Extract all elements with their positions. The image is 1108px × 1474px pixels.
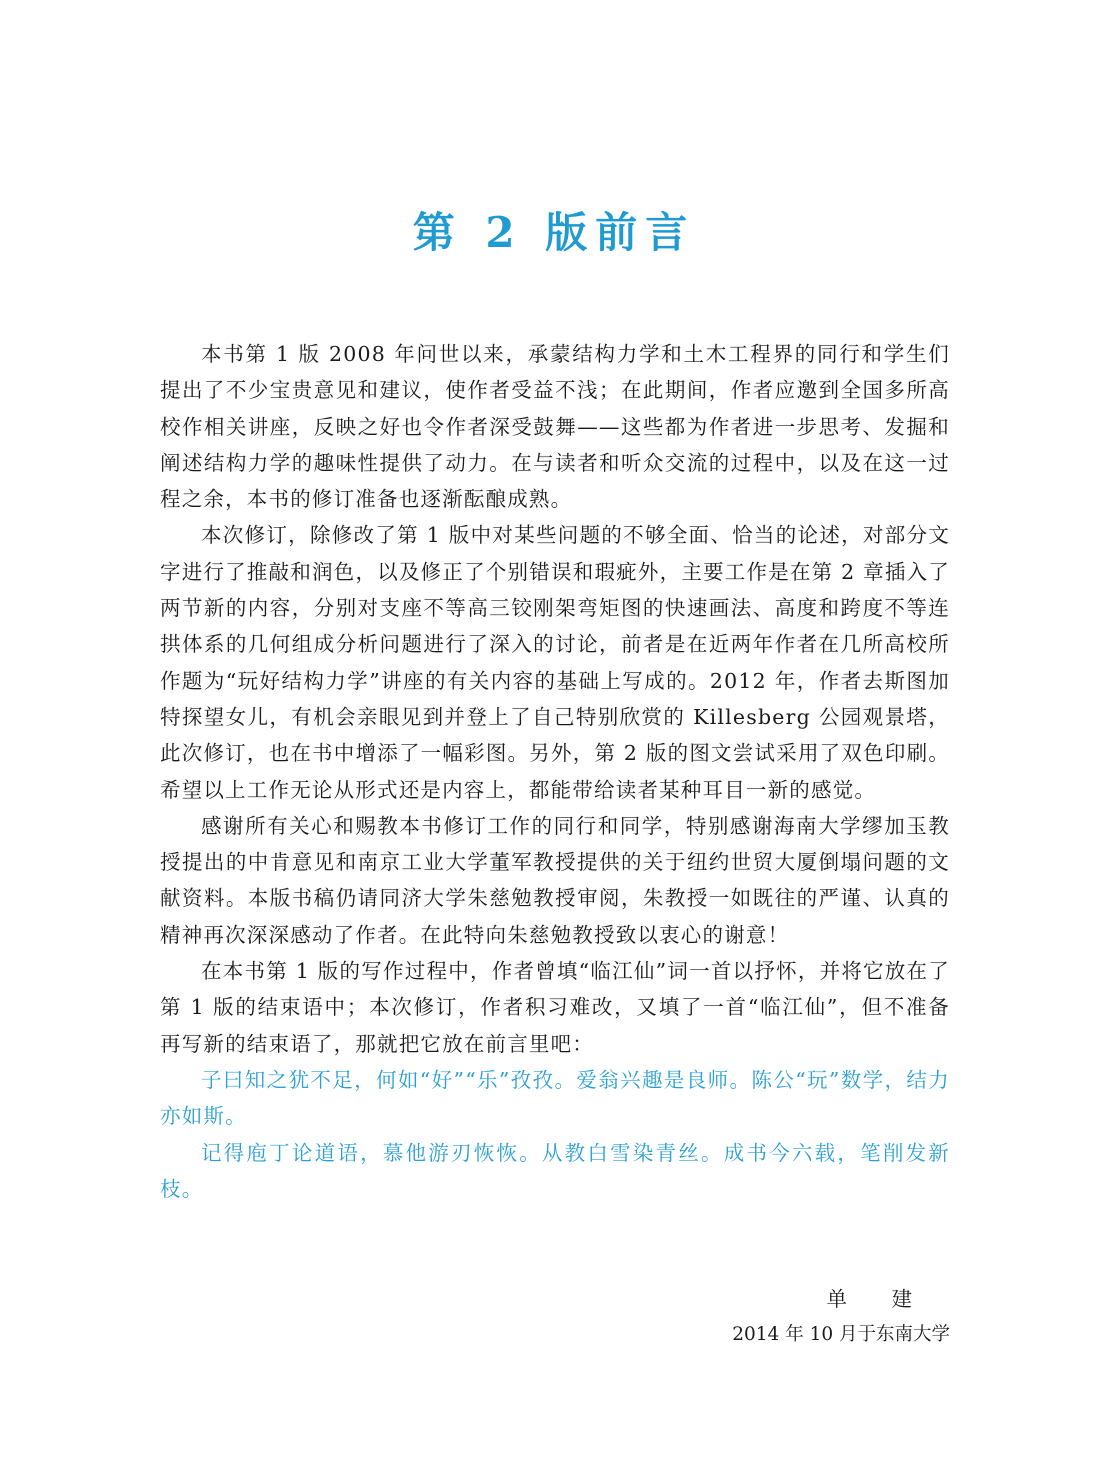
signature-date: 2014 年 10 月于东南大学 [732, 1324, 950, 1345]
paragraph: 在本书第 1 版的写作过程中，作者曾填“临江仙”词一首以抒怀，并将它放在了第 1 版的结束语中；本次修订，作者积习难改，又填了一首“临江仙”，但不准备再写新的结束语了，那就把它放在前言里吧： [160, 959, 950, 1056]
page-title: 第 2 版前言 [412, 208, 696, 257]
author-signature: 单 建 [826, 1287, 924, 1311]
preface-body [160, 336, 950, 1207]
paragraph: 本书第 1 版 2008 年问世以来，承蒙结构力学和土木工程界的同行和学生们提出了不少宝贵意见和建议，使作者受益不浅；在此期间，作者应邀到全国多所高校作相关讲座，反映之好也令作者深受鼓舞——这些都为作者进一步思考、发掘和阐述结构力学的趣味性提供了动力。在与读者和听众交流的过程中，以及在这一过程之余，本书的修订准备也逐渐酝酿成熟。 [160, 342, 950, 512]
paragraph: 感谢所有关心和赐教本书修订工作的同行和同学，特别感谢海南大学缪加玉教授提出的中肯意见和南京工业大学董军教授提供的关于纽约世贸大厦倒塌问题的文献资料。本版书稿仍请同济大学朱慈勉教授审阅，朱教授一如既往的严谨、认真的精神再次深深感动了作者。在此特向朱慈勉教授致以衷心的谢意！ [160, 813, 950, 947]
paragraph: 本次修订，除修改了第 1 版中对某些问题的不够全面、恰当的论述，对部分文字进行了推敲和润色，以及修正了个别错误和瑕疵外，主要工作是在第 2 章插入了两节新的内容，分别对支座不等高三铰刚架弯矩图的快速画法、高度和跨度不等连拱体系的几何组成分析问题进行了深入的讨论，前者是在近两年作者在几所高校所作题为“玩好结构力学”讲座的有关内容的基础上写成的。2012 年，作者去斯图加特探望女儿，有机会亲眼见到并登上了自己特别欣赏的 Killesberg 公园观景塔，此次修订，也在书中增添了一幅彩图。另外，第 2 版的图文尝试采用了双色印刷。希望以上工作无论从形式还是内容上，都能带给读者某种耳目一新的感觉。 [160, 523, 950, 802]
poem-stanza: 记得庖丁论道语，慕他游刃恢恢。从教白雪染青丝。成书今六载，笔削发新枝。 [160, 1140, 950, 1201]
poem-stanza: 子曰知之犹不足，何如“好”“乐”孜孜。爱翁兴趣是良师。陈公“玩”数学，结力亦如斯。 [160, 1067, 950, 1129]
